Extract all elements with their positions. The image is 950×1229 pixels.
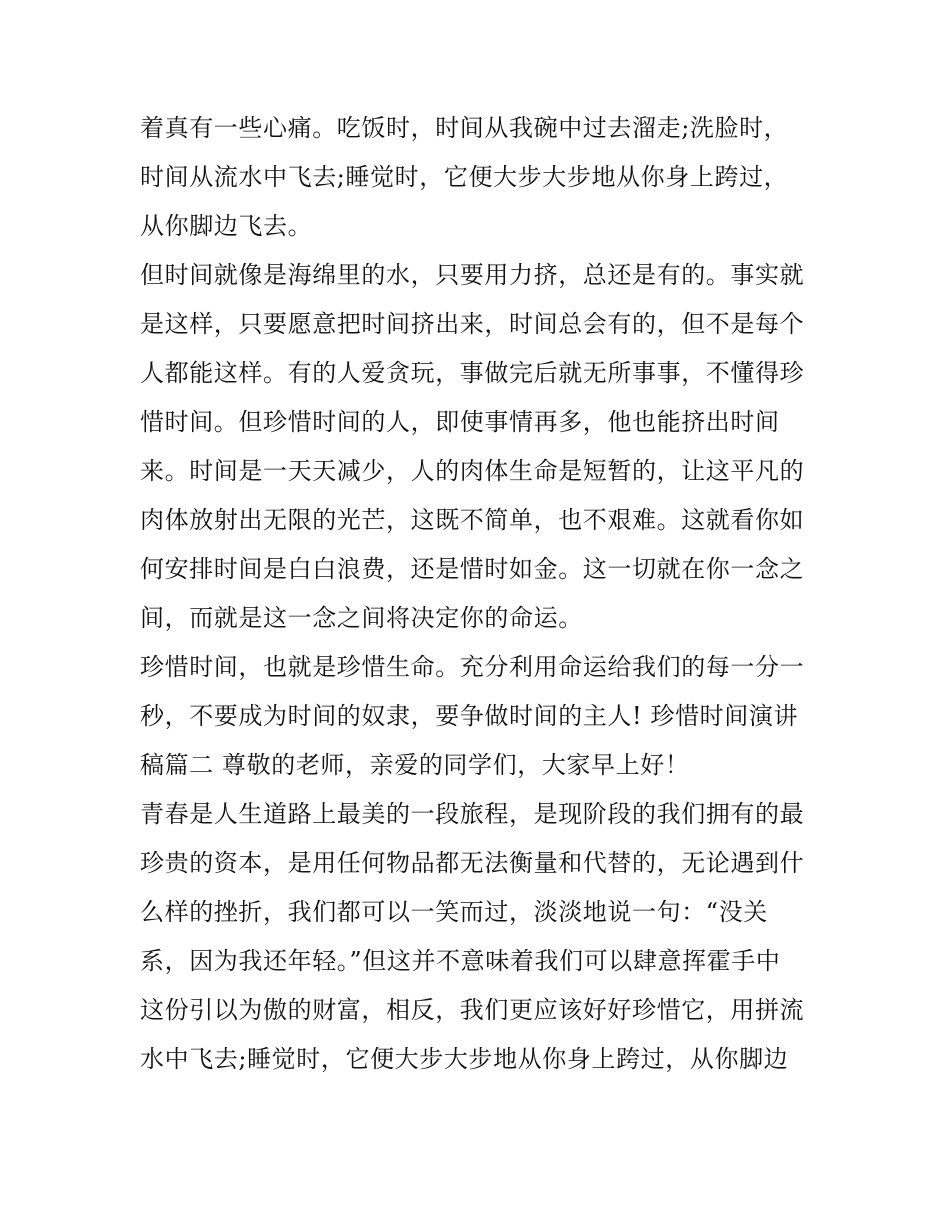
text-line: 但时间就像是海绵里的水，只要用力挤，总还是有的。事实就: [140, 261, 805, 289]
text-line: 肉体放射出无限的光芒，这既不简单，也不艰难。这就看你如: [140, 506, 805, 534]
body-text: [140, 104, 830, 1084]
text-line: 稿篇二 尊敬的老师，亲爱的同学们，大家早上好！: [140, 751, 690, 779]
text-line: 珍惜时间，也就是珍惜生命。充分利用命运给我们的每一分一: [140, 653, 805, 681]
text-line: 从你脚边飞去。: [140, 212, 313, 240]
text-line: 何安排时间是白白浪费，还是惜时如金。这一切就在你一念之: [140, 555, 805, 583]
text-line: 么样的挫折，我们都可以一笑而过，淡淡地说一句：“没关: [140, 898, 768, 926]
text-line: 是这样，只要愿意把时间挤出来，时间总会有的，但不是每个: [140, 310, 805, 338]
text-line: 着真有一些心痛。吃饭时，时间从我碗中过去溜走;洗脸时，: [140, 114, 789, 142]
text-line: 惜时间。但珍惜时间的人，即使事情再多，他也能挤出时间: [140, 408, 780, 436]
text-line: 珍贵的资本，是用任何物品都无法衡量和代替的，无论遇到什: [140, 849, 805, 877]
text-line: 系，因为我还年轻。”但这并不意味着我们可以肆意挥霍手中: [140, 947, 781, 975]
text-line: 这份引以为傲的财富，相反，我们更应该好好珍惜它，用拼流: [140, 996, 805, 1024]
text-line: 秒，不要成为时间的奴隶，要争做时间的主人! 珍惜时间演讲: [140, 702, 799, 730]
text-line: 人都能这样。有的人爱贪玩，事做完后就无所事事，不懂得珍: [140, 359, 805, 387]
text-line: 青春是人生道路上最美的一段旅程，是现阶段的我们拥有的最: [140, 800, 805, 828]
text-line: 水中飞去;睡觉时，它便大步大步地从你身上跨过，从你脚边: [140, 1045, 789, 1073]
text-line: 时间从流水中飞去;睡觉时，它便大步大步地从你身上跨过，: [140, 163, 789, 191]
text-line: 来。时间是一天天减少，人的肉体生命是短暂的，让这平凡的: [140, 457, 805, 485]
text-line: 间，而就是这一念之间将决定你的命运。: [140, 604, 583, 632]
